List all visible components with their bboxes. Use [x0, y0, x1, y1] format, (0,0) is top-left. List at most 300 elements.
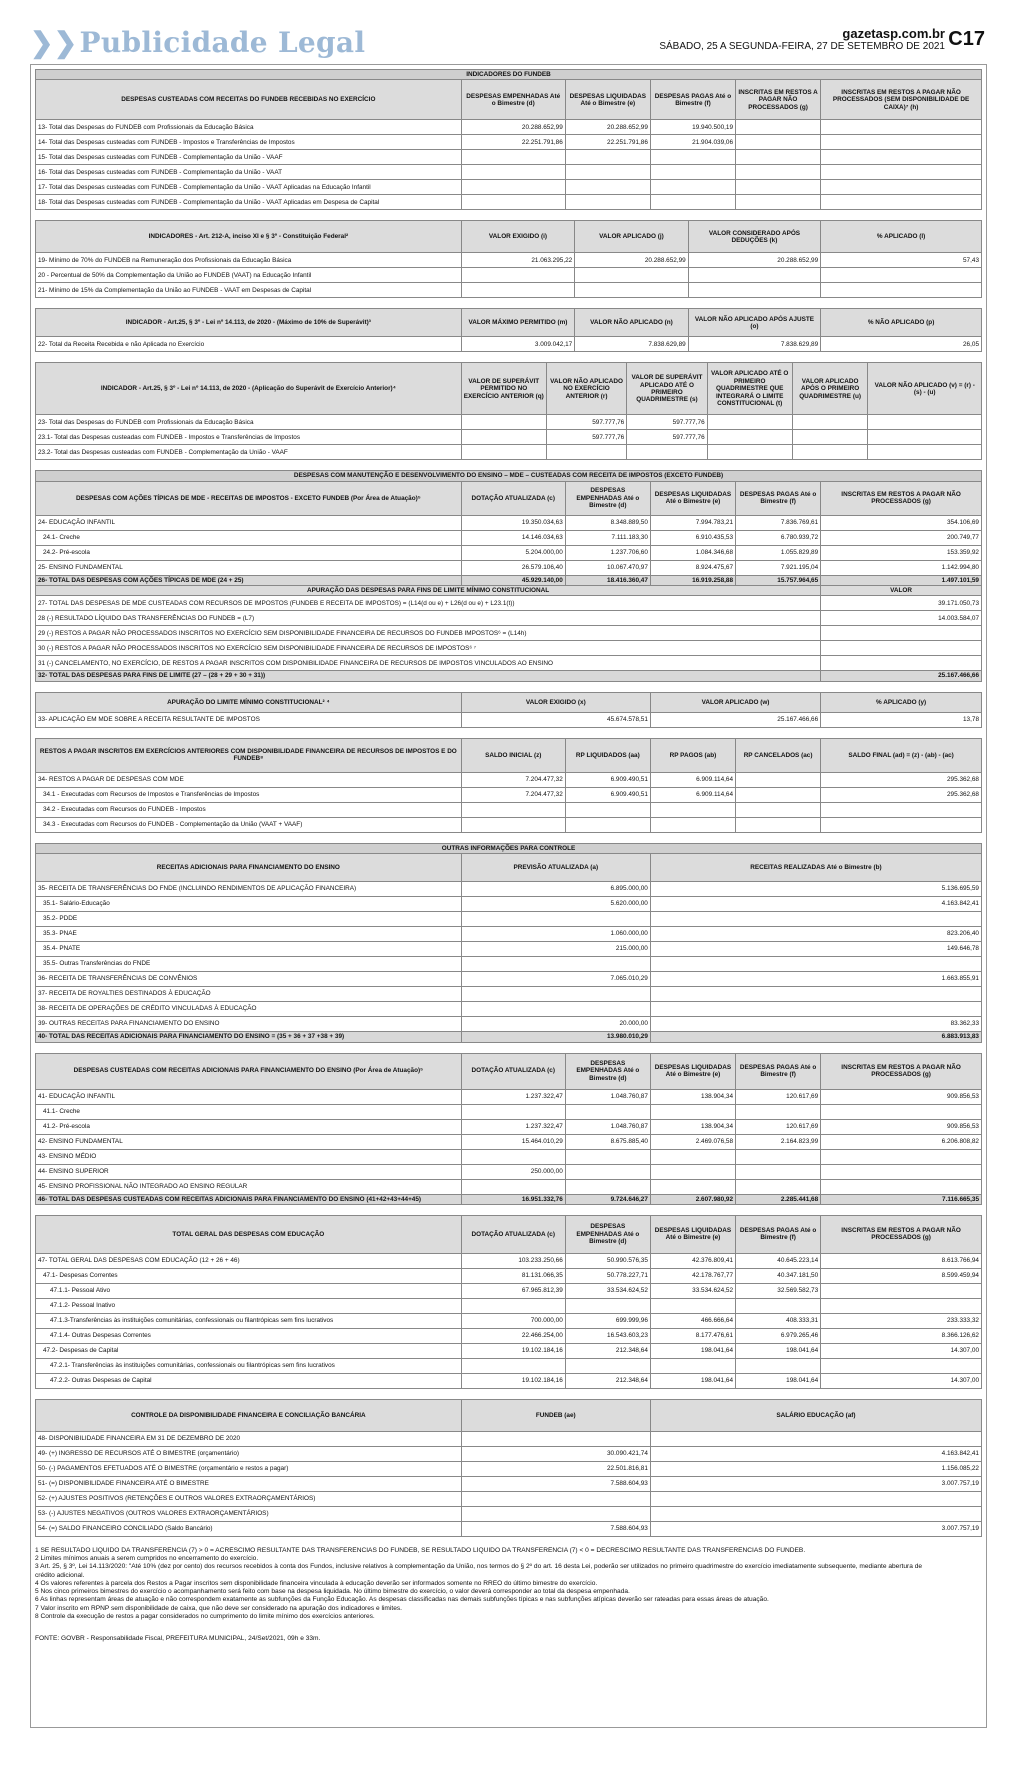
column-header: VALOR APLICADO ATÉ O PRIMEIRO QUADRIMESTRE QUE INTEGRARÁ O LIMITE CONSTITUCIONAL (t) [707, 363, 792, 415]
table-row [36, 283, 982, 298]
row-label: 37- RECEITA DE ROYALTIES DESTINADOS À EDUCAÇÃO [36, 987, 462, 1002]
row-value [821, 1358, 982, 1373]
table-row [36, 596, 982, 611]
footnote: 8 Controle da execução de restos a pagar considerados no cumprimento do limite mínimo dos exercícios anteriores. [35, 1612, 375, 1620]
row-label: 45- ENSINO PROFISSIONAL NÃO INTEGRADO AO ENSINO REGULAR [36, 1179, 462, 1194]
row-value: 21.904.039,06 [650, 135, 735, 150]
row-value [565, 1358, 650, 1373]
column-header: DESPESAS PAGAS Até o Bimestre (f) [736, 481, 821, 515]
row-label: 47.1.3-Transferências às instituições comunitárias, confessionais ou filantrópicas sem fins lucrativos [36, 1313, 462, 1328]
header-row [36, 1053, 982, 1089]
row-value: 7.065.010,29 [461, 972, 650, 987]
table-8 [35, 843, 982, 1043]
row-label: 39- OUTRAS RECEITAS PARA FINANCIAMENTO DO ENSINO [36, 1017, 462, 1032]
row-value [821, 641, 982, 656]
row-value: 597.777,76 [627, 430, 707, 445]
table-row [36, 787, 982, 802]
column-header: PREVISÃO ATUALIZADA (a) [461, 854, 650, 882]
footnote: crédito adicional. [35, 1571, 85, 1579]
row-value [461, 165, 565, 180]
row-value: 1.060.000,00 [461, 927, 650, 942]
table-row [36, 1491, 982, 1506]
table-row [36, 957, 982, 972]
row-label: 50- (-) PAGAMENTOS EFETUADOS ATÉ O BIMESTRE (orçamentário e restos a pagar) [36, 1461, 462, 1476]
row-label: 49- (+) INGRESSO DE RECURSOS ATÉ O BIMESTRE (orçamentário) [36, 1446, 462, 1461]
total-value: 7.116.665,35 [821, 1194, 982, 1204]
table-row [36, 1373, 982, 1388]
row-value [650, 957, 981, 972]
row-value: 8.599.459,94 [821, 1268, 982, 1283]
total-value: 2.285.441,68 [736, 1194, 821, 1204]
row-value: 198.041,64 [736, 1343, 821, 1358]
row-label: 34.1 - Executadas com Recursos de Impostos e Transferências de Impostos [36, 787, 462, 802]
row-label: 43- ENSINO MÉDIO [36, 1149, 462, 1164]
column-header: DOTAÇÃO ATUALIZADA (c) [461, 481, 565, 515]
table-row [36, 180, 982, 195]
row-value: 16.543.603,23 [565, 1328, 650, 1343]
row-value [461, 957, 650, 972]
row-label: 30 (-) RESTOS A PAGAR NÃO PROCESSADOS INSCRITOS NO EXERCÍCIO SEM DISPONIBILIDADE FINANCEIRA DE RECURSOS DE IMPOSTOS⁶ ⁷ [36, 641, 821, 656]
total-label: 32- TOTAL DAS DESPESAS PARA FINS DE LIMITE (27 – (28 + 29 + 30 + 31)) [36, 671, 821, 681]
row-value: 2.164.823,99 [736, 1134, 821, 1149]
header-description: INDICADORES - Art. 212-A, inciso XI e § 3º - Constituição Federal² [36, 221, 462, 253]
row-value: 3.007.757,19 [650, 1521, 981, 1536]
table-11 [35, 1399, 982, 1537]
column-header: % APLICADO (y) [821, 692, 982, 712]
total-row [36, 1032, 982, 1042]
row-value: 8.613.766,94 [821, 1253, 982, 1268]
row-label: 35- RECEITA DE TRANSFERÊNCIAS DO FNDE (INCLUINDO RENDIMENTOS DE APLICAÇÃO FINANCEIRA) [36, 882, 462, 897]
row-value: 1.237.322,47 [461, 1089, 565, 1104]
row-value: 20.288.652,99 [565, 120, 650, 135]
row-value: 198.041,64 [650, 1373, 735, 1388]
total-label: 26- TOTAL DAS DESPESAS COM AÇÕES TÍPICAS DE MDE (24 + 25) [36, 575, 462, 585]
site-name[interactable]: gazetasp.com.br [842, 26, 945, 41]
row-value [650, 150, 735, 165]
row-value [575, 283, 689, 298]
row-value: 33.534.624,52 [565, 1283, 650, 1298]
row-value [736, 1104, 821, 1119]
row-value [461, 415, 546, 430]
row-value [707, 415, 792, 430]
row-value: 466.666,64 [650, 1313, 735, 1328]
table-10 [35, 1215, 982, 1389]
header-description: DESPESAS CUSTEADAS COM RECEITAS ADICIONAIS PARA FINANCIAMENTO DO ENSINO (Por Área de Atuação)⁵ [36, 1053, 462, 1089]
row-label: 28 (-) RESULTADO LÍQUIDO DAS TRANSFERÊNCIAS DO FUNDEB = (L7) [36, 611, 821, 626]
row-value: 2.469.076,58 [650, 1134, 735, 1149]
table-row [36, 1104, 982, 1119]
row-value: 26,05 [821, 337, 982, 352]
row-value: 6.909.490,51 [565, 772, 650, 787]
row-value [650, 195, 735, 210]
row-value [461, 1002, 650, 1017]
table-row [36, 1179, 982, 1194]
row-value [821, 1298, 982, 1313]
row-label: 35.4- PNATE [36, 942, 462, 957]
table-row [36, 445, 982, 460]
total-label: 40- TOTAL DAS RECEITAS ADICIONAIS PARA FINANCIAMENTO DO ENSINO = (35 + 36 + 37 +38 + 39) [36, 1032, 462, 1042]
column-header: DESPESAS PAGAS Até o Bimestre (f) [736, 1215, 821, 1253]
row-value: 138.904,34 [650, 1119, 735, 1134]
row-value [650, 1149, 735, 1164]
row-label: 17- Total das Despesas custeadas com FUNDEB - Complementação da União - VAAT Aplicadas na Educação Infantil [36, 180, 462, 195]
double-chevron-icon: ❯❯ [30, 26, 78, 59]
row-value: 295.362,68 [821, 772, 982, 787]
row-value: 45.674.578,51 [461, 712, 650, 727]
table-row [36, 268, 982, 283]
column-header: INSCRITAS EM RESTOS A PAGAR NÃO PROCESSADOS (g) [821, 481, 982, 515]
row-value: 19.102.184,16 [461, 1373, 565, 1388]
row-value [821, 195, 982, 210]
table-title-row [36, 471, 982, 481]
row-value [650, 1164, 735, 1179]
row-value: 57,43 [821, 253, 982, 268]
row-value: 7.204.477,32 [461, 772, 565, 787]
row-value [650, 1298, 735, 1313]
row-value [736, 135, 821, 150]
column-header: VALOR CONSIDERADO APÓS DEDUÇÕES (k) [688, 221, 820, 253]
footnotes [35, 1547, 982, 1621]
row-value: 909.856,53 [821, 1119, 982, 1134]
column-header: VALOR APLICADO APÓS O PRIMEIRO QUADRIMESTRE (u) [792, 363, 868, 415]
row-value: 6.909.114,64 [650, 787, 735, 802]
footnote: 7 Valor inscrito em RPNP sem disponibilidade de caixa, que não deve ser considerado na apuração dos indicadores e limites. [35, 1604, 403, 1612]
row-value [821, 817, 982, 832]
row-value [575, 268, 689, 283]
footnote: 3 Art. 25, § 3º, Lei 14.113/2020: "Até 10% (dez por cento) dos recursos recebidos à conta dos Fundos, inclusive relativos à complementação da União, nos termos do § 2º do art. 16 desta Lei, poderão ser utilizados no primeiro quadrimestre do exercício imediatamente subsequente, mediante abertura de [35, 1563, 923, 1571]
row-value: 8.348.889,50 [565, 515, 650, 530]
table-row [36, 1002, 982, 1017]
table-title-row [36, 70, 982, 80]
table-row [36, 1461, 982, 1476]
row-label: 47.1.1- Pessoal Ativo [36, 1283, 462, 1298]
table-row [36, 1328, 982, 1343]
row-value: 6.909.490,51 [565, 787, 650, 802]
column-header: DOTAÇÃO ATUALIZADA (c) [461, 1053, 565, 1089]
row-value: 42.376.809,41 [650, 1253, 735, 1268]
column-header: DESPESAS EMPENHADAS Até o Bimestre (d) [461, 80, 565, 120]
row-value: 7.588.604,93 [461, 1521, 650, 1536]
page-header [30, 26, 985, 64]
row-label: 29 (-) RESTOS A PAGAR NÃO PROCESSADOS INSCRITOS NO EXERCÍCIO SEM DISPONIBILIDADE FINANCEIRA DE RECURSOS DO FUNDEB IMPOSTOS⁶ = (L14h) [36, 626, 821, 641]
row-value [461, 1298, 565, 1313]
column-header: RP LIQUIDADOS (aa) [565, 738, 650, 772]
table-row [36, 987, 982, 1002]
row-value [821, 120, 982, 135]
row-label: 41.1- Creche [36, 1104, 462, 1119]
table-row [36, 927, 982, 942]
header-row [36, 80, 982, 120]
row-value: 22.501.816,81 [461, 1461, 650, 1476]
row-value: 700.000,00 [461, 1313, 565, 1328]
row-label: 18- Total das Despesas custeadas com FUNDEB - Complementação da União - VAAT Aplicadas em Despesa de Capital [36, 195, 462, 210]
row-value: 30.090.421,74 [461, 1446, 650, 1461]
row-value: 6.910.435,53 [650, 530, 735, 545]
table-row [36, 897, 982, 912]
row-value: 6.206.808,82 [821, 1134, 982, 1149]
row-label: 51- (=) DISPONIBILIDADE FINANCEIRA ATÉ O BIMESTRE [36, 1476, 462, 1491]
row-value: 8.366.126,62 [821, 1328, 982, 1343]
total-value: 45.929.140,00 [461, 575, 565, 585]
row-value [688, 283, 820, 298]
row-label: 47.1- Despesas Correntes [36, 1268, 462, 1283]
row-label: 23.1- Total das Despesas custeadas com FUNDEB - Impostos e Transferências de Impostos [36, 430, 462, 445]
column-header: DESPESAS PAGAS Até o Bimestre (f) [650, 80, 735, 120]
header-row [36, 854, 982, 882]
row-value [650, 180, 735, 195]
row-value [565, 1104, 650, 1119]
column-header: DESPESAS LIQUIDADAS Até o Bimestre (e) [650, 1215, 735, 1253]
table-row [36, 656, 982, 671]
row-label: 20 - Percentual de 50% da Complementação da União ao FUNDEB (VAAT) na Educação Infantil [36, 268, 462, 283]
row-label: 47.2- Despesas de Capital [36, 1343, 462, 1358]
row-value [650, 165, 735, 180]
row-value [461, 1506, 650, 1521]
table-row [36, 1506, 982, 1521]
row-label: 15- Total das Despesas custeadas com FUNDEB - Complementação da União - VAAF [36, 150, 462, 165]
row-value: 198.041,64 [736, 1373, 821, 1388]
header-row [36, 481, 982, 515]
table-row [36, 772, 982, 787]
row-value: 50.778.227,71 [565, 1268, 650, 1283]
total-value: 2.607.980,92 [650, 1194, 735, 1204]
row-value: 4.163.842,41 [650, 1446, 981, 1461]
report-document [30, 64, 987, 1728]
row-value: 1.084.346,68 [650, 545, 735, 560]
column-header: % NÃO APLICADO (p) [821, 309, 982, 337]
table-row [36, 1476, 982, 1491]
row-value [461, 1431, 650, 1446]
row-value [461, 268, 575, 283]
row-value [650, 802, 735, 817]
row-value [565, 180, 650, 195]
row-value: 909.856,53 [821, 1089, 982, 1104]
total-value: 18.416.360,47 [565, 575, 650, 585]
row-value: 22.251.791,86 [461, 135, 565, 150]
row-label: 16- Total das Despesas custeadas com FUNDEB - Complementação da União - VAAT [36, 165, 462, 180]
row-label: 34.2 - Executadas com Recursos do FUNDEB - Impostos [36, 802, 462, 817]
row-value: 597.777,76 [627, 415, 707, 430]
row-value [736, 787, 821, 802]
table-row [36, 1253, 982, 1268]
row-value [736, 195, 821, 210]
table-7 [35, 738, 982, 833]
row-value: 20.288.652,99 [688, 253, 820, 268]
table-row [36, 626, 982, 641]
row-value: 138.904,34 [650, 1089, 735, 1104]
column-header: INSCRITAS EM RESTOS A PAGAR NÃO PROCESSADOS (SEM DISPONIBILIDADE DE CAIXA)⁷ (h) [821, 80, 982, 120]
column-header: VALOR NÃO APLICADO (n) [575, 309, 689, 337]
row-value [688, 268, 820, 283]
row-label: 38- RECEITA DE OPERAÇÕES DE CRÉDITO VINCULADAS À EDUCAÇÃO [36, 1002, 462, 1017]
column-header: VALOR APLICADO (j) [575, 221, 689, 253]
row-value: 597.777,76 [546, 430, 626, 445]
row-label: 41.2- Pré-escola [36, 1119, 462, 1134]
row-value: 3.009.042,17 [461, 337, 575, 352]
row-label: 47- TOTAL GERAL DAS DESPESAS COM EDUCAÇÃO (12 + 26 + 46) [36, 1253, 462, 1268]
row-label: 35.2- PDDE [36, 912, 462, 927]
row-label: 23- Total das Despesas do FUNDEB com Profissionais da Educação Básica [36, 415, 462, 430]
row-value: 7.838.629,89 [575, 337, 689, 352]
table-row [36, 515, 982, 530]
row-value [821, 150, 982, 165]
row-label: 35.5- Outras Transferências do FNDE [36, 957, 462, 972]
row-value [650, 1506, 981, 1521]
row-value: 153.359,92 [821, 545, 982, 560]
row-label: 14- Total das Despesas custeadas com FUNDEB - Impostos e Transferências de Impostos [36, 135, 462, 150]
row-value [461, 180, 565, 195]
row-value: 7.588.604,93 [461, 1476, 650, 1491]
row-value: 103.233.250,66 [461, 1253, 565, 1268]
row-value: 120.617,69 [736, 1089, 821, 1104]
row-value [565, 1164, 650, 1179]
row-value [650, 987, 981, 1002]
row-value: 20.288.652,99 [575, 253, 689, 268]
table-row [36, 1521, 982, 1536]
row-value [461, 283, 575, 298]
table-2 [35, 220, 982, 298]
column-header: SALDO INICIAL (z) [461, 738, 565, 772]
row-value: 699.999,96 [565, 1313, 650, 1328]
column-header: FUNDEB (ae) [461, 1399, 650, 1431]
row-value [461, 150, 565, 165]
total-value: 1.497.101,59 [821, 575, 982, 585]
row-label: 52- (+) AJUSTES POSITIVOS (RETENÇÕES E OUTROS VALORES EXTRAORÇAMENTÁRIOS) [36, 1491, 462, 1506]
table-row [36, 912, 982, 927]
table-row [36, 165, 982, 180]
row-value [821, 1164, 982, 1179]
row-value [650, 1358, 735, 1373]
row-label: 44- ENSINO SUPERIOR [36, 1164, 462, 1179]
column-header: DOTAÇÃO ATUALIZADA (c) [461, 1215, 565, 1253]
row-label: 48- DISPONIBILIDADE FINANCEIRA EM 31 DE DEZEMBRO DE 2020 [36, 1431, 462, 1446]
header-description: TOTAL GERAL DAS DESPESAS COM EDUCAÇÃO [36, 1215, 462, 1253]
table-row [36, 817, 982, 832]
table-row [36, 1119, 982, 1134]
column-header: DESPESAS EMPENHADAS Até o Bimestre (d) [565, 1053, 650, 1089]
header-row [36, 738, 982, 772]
row-value: 26.579.106,40 [461, 560, 565, 575]
row-label: 24.2- Pré-escola [36, 545, 462, 560]
column-header: INSCRITAS EM RESTOS A PAGAR NÃO PROCESSADOS (g) [821, 1215, 982, 1253]
total-value: 16.919.258,88 [650, 575, 735, 585]
row-value: 7.111.183,30 [565, 530, 650, 545]
row-value [736, 817, 821, 832]
footnote: 2 Limites mínimos anuais a serem cumpridos no encerramento do exercício. [35, 1555, 259, 1563]
row-value: 6.979.265,46 [736, 1328, 821, 1343]
row-value [461, 1491, 650, 1506]
table-row [36, 611, 982, 626]
row-value [792, 430, 868, 445]
row-value: 40.645.223,14 [736, 1253, 821, 1268]
row-value: 19.940.500,19 [650, 120, 735, 135]
subheader-value: VALOR [821, 586, 982, 596]
row-value [821, 1283, 982, 1298]
masthead-info [659, 26, 985, 52]
row-label: 33- APLICAÇÃO EM MDE SOBRE A RECEITA RESULTANTE DE IMPOSTOS [36, 712, 462, 727]
row-value [821, 626, 982, 641]
row-value [461, 1179, 565, 1194]
row-value [792, 415, 868, 430]
row-value [627, 445, 707, 460]
row-value: 198.041,64 [650, 1343, 735, 1358]
total-row [36, 575, 982, 585]
brand-logo [30, 26, 365, 59]
row-value: 14.307,00 [821, 1343, 982, 1358]
row-value [650, 1104, 735, 1119]
row-value: 83.362,33 [650, 1017, 981, 1032]
row-value [736, 772, 821, 787]
row-label: 23.2- Total das Despesas custeadas com FUNDEB - Complementação da União - VAAF [36, 445, 462, 460]
row-value: 354.106,69 [821, 515, 982, 530]
row-label: 13- Total das Despesas do FUNDEB com Profissionais da Educação Básica [36, 120, 462, 135]
row-value: 22.466.254,00 [461, 1328, 565, 1343]
table-row [36, 1446, 982, 1461]
row-label: 47.1.4- Outras Despesas Correntes [36, 1328, 462, 1343]
row-value: 25.167.466,66 [650, 712, 820, 727]
column-header: DESPESAS EMPENHADAS Até o Bimestre (d) [565, 1215, 650, 1253]
row-value: 215.000,00 [461, 942, 650, 957]
table-1 [35, 69, 982, 210]
column-header: RECEITAS REALIZADAS Até o Bimestre (b) [650, 854, 981, 882]
row-value: 823.206,40 [650, 927, 981, 942]
row-label: 42- ENSINO FUNDAMENTAL [36, 1134, 462, 1149]
row-value [736, 1179, 821, 1194]
row-value: 5.620.000,00 [461, 897, 650, 912]
row-value: 20.000,00 [461, 1017, 650, 1032]
row-value: 19.102.184,16 [461, 1343, 565, 1358]
table-row [36, 942, 982, 957]
row-value [650, 1002, 981, 1017]
column-header: VALOR NÃO APLICADO (v) = (r) - (s) - (u) [868, 363, 982, 415]
row-value: 50.990.576,35 [565, 1253, 650, 1268]
row-value [461, 1358, 565, 1373]
total-label: 46- TOTAL DAS DESPESAS CUSTEADAS COM RECEITAS ADICIONAIS PARA FINANCIAMENTO DO ENSINO (41+42+43+44+45) [36, 1194, 462, 1204]
table-row [36, 1164, 982, 1179]
row-label: 27- TOTAL DAS DESPESAS DE MDE CUSTEADAS COM RECURSOS DE IMPOSTOS (FUNDEB E RECEITA DE IMPOSTOS) = (L14(d ou e) + L26(d ou e) + L23.1(t)) [36, 596, 821, 611]
row-value [821, 268, 982, 283]
table-row [36, 337, 982, 352]
row-label: 25- ENSINO FUNDAMENTAL [36, 560, 462, 575]
table-row [36, 1089, 982, 1104]
header-description: DESPESAS COM AÇÕES TÍPICAS DE MDE - RECEITAS DE IMPOSTOS - EXCETO FUNDEB (Por Área de Atuação)⁵ [36, 481, 462, 515]
row-value: 21.063.295,22 [461, 253, 575, 268]
column-header: RP CANCELADOS (ac) [736, 738, 821, 772]
column-header: DESPESAS LIQUIDADAS Até o Bimestre (e) [565, 80, 650, 120]
row-value: 212.348,64 [565, 1373, 650, 1388]
row-value: 33.534.624,52 [650, 1283, 735, 1298]
row-value: 1.048.760,87 [565, 1089, 650, 1104]
row-value: 6.780.939,72 [736, 530, 821, 545]
column-header: SALDO FINAL (ad) = (z) - (ab) - (ac) [821, 738, 982, 772]
row-value: 22.251.791,86 [565, 135, 650, 150]
table-row [36, 1134, 982, 1149]
row-value [736, 120, 821, 135]
column-header: VALOR DE SUPERÁVIT PERMITIDO NO EXERCÍCIO ANTERIOR (q) [461, 363, 546, 415]
row-value: 3.007.757,19 [650, 1476, 981, 1491]
table-row [36, 1298, 982, 1313]
row-value: 233.333,32 [821, 1313, 982, 1328]
row-value [461, 430, 546, 445]
subheader-row [36, 586, 982, 596]
table-title: DESPESAS COM MANUTENÇÃO E DESENVOLVIMENTO DO ENSINO – MDE – CUSTEADAS COM RECEITA DE IMPOSTOS (EXCETO FUNDEB) [36, 471, 982, 481]
table-row [36, 150, 982, 165]
row-value: 32.569.582,73 [736, 1283, 821, 1298]
column-header: DESPESAS LIQUIDADAS Até o Bimestre (e) [650, 1053, 735, 1089]
column-header: VALOR NÃO APLICADO APÓS AJUSTE (o) [688, 309, 820, 337]
column-header: % APLICADO (l) [821, 221, 982, 253]
source-line: FONTE: GOVBR - Responsabilidade Fiscal, PREFEITURA MUNICIPAL, 24/Set/2021, 09h e 33m. [35, 1634, 321, 1642]
